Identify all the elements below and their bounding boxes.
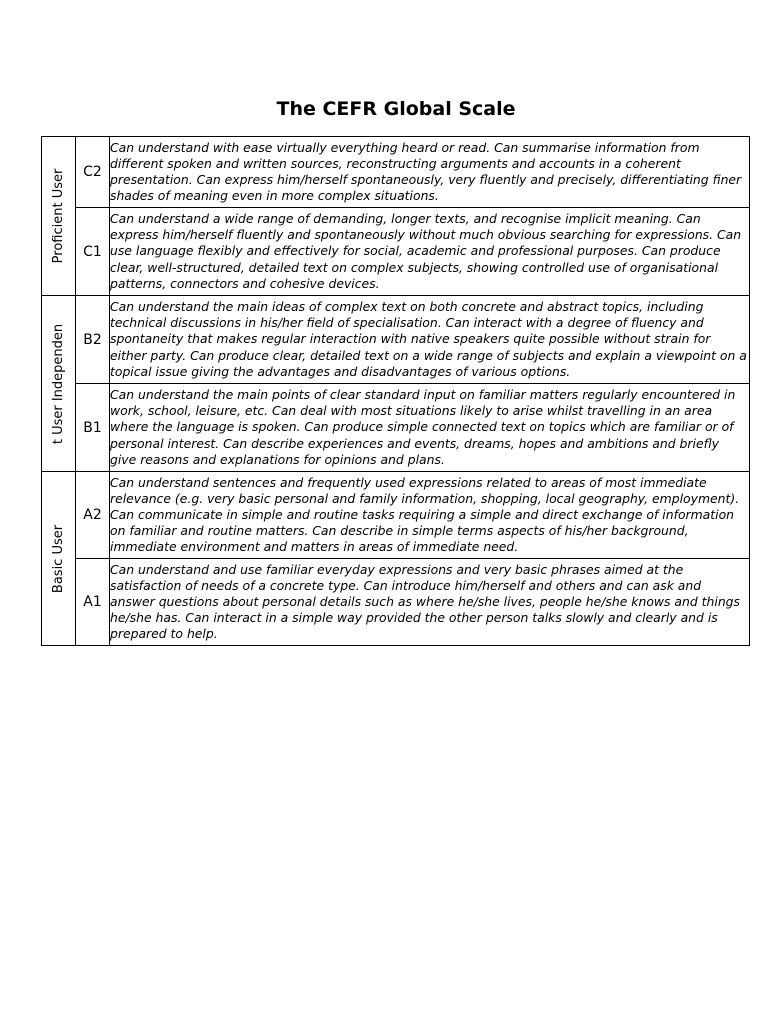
level-code: B2 [76,296,110,384]
level-description: Can understand a wide range of demanding, longer texts, and recognise implicit meaning. Can express him/herself fluently and spontaneously without much obvious searching for expressions. Can use language flexibly and effectively for social, academic and professional purposes. Can produce clear, well-structured, detailed text on complex subjects, showing controlled use of organisational patterns, connectors and cohesive devices. [110,208,750,296]
level-description: Can understand the main points of clear standard input on familiar matters regularly encountered in work, school, leisure, etc. Can deal with most situations likely to arise whilst travelling in an area where the language is spoken. Can produce simple connected text on topics which are familiar or of personal interest. Can describe experiences and events, dreams, hopes and ambitions and briefly give reasons and explanations for opinions and plans. [110,384,750,472]
group-label: Basic User [50,524,66,593]
group-cell-proficient [42,137,76,296]
page-title: The CEFR Global Scale [276,98,516,120]
group-cell-basic [42,472,76,646]
level-code: A1 [76,559,110,646]
cefr-scale-table [41,136,750,646]
group-label: t User Independen [50,323,66,444]
table-row [42,208,750,296]
table-row [42,296,750,384]
level-description: Can understand with ease virtually everything heard or read. Can summarise information from different spoken and written sources, reconstructing arguments and accounts in a coherent presentation. Can express him/herself spontaneously, very fluently and precisely, differentiating finer shades of meaning even in more complex situations. [110,137,750,208]
group-label: Proficient User [50,168,66,264]
level-code: B1 [76,384,110,472]
level-code: C1 [76,208,110,296]
level-code: A2 [76,472,110,559]
table-row [42,384,750,472]
table-row [42,559,750,646]
level-description: Can understand and use familiar everyday expressions and very basic phrases aimed at the satisfaction of needs of a concrete type. Can introduce him/herself and others and can ask and answer questions about personal details such as where he/she lives, people he/she knows and things he/she has. Can interact in a simple way provided the other person talks slowly and clearly and is prepared to help. [110,559,750,646]
table-row [42,472,750,559]
group-cell-independent [42,296,76,472]
level-description: Can understand sentences and frequently used expressions related to areas of most immediate relevance (e.g. very basic personal and family information, shopping, local geography, employment). Can communicate in simple and routine tasks requiring a simple and direct exchange of information on familiar and routine matters. Can describe in simple terms aspects of his/her background, immediate environment and matters in areas of immediate need. [110,472,750,559]
level-description: Can understand the main ideas of complex text on both concrete and abstract topics, including technical discussions in his/her field of specialisation. Can interact with a degree of fluency and spontaneity that makes regular interaction with native speakers quite possible without strain for either party. Can produce clear, detailed text on a wide range of subjects and explain a viewpoint on a topical issue giving the advantages and disadvantages of various options. [110,296,750,384]
table-row [42,137,750,208]
level-code: C2 [76,137,110,208]
